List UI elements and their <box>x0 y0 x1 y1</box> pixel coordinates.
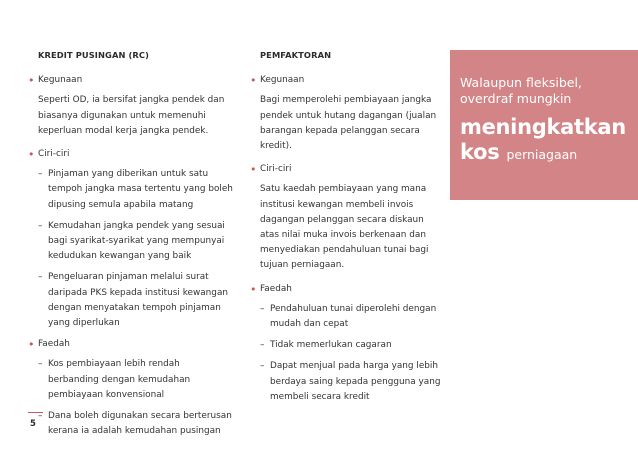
bullet-faedah: • Faedah <box>28 337 233 352</box>
page-number-rule <box>28 412 43 413</box>
callout-emphasis-kos: kos <box>460 140 500 164</box>
bullet-faedah: • Faedah <box>250 282 445 297</box>
list-item: – Dapat menjual pada harga yang lebih berdaya saing kepada pengguna yang membeli secara kredit <box>250 359 445 405</box>
list-item: – Kos pembiayaan lebih rendah berbanding dengan kemudahan pembiayaan konvensional <box>28 357 233 403</box>
callout-line-2: overdraf mungkin <box>460 91 572 106</box>
list-item: – Pendahuluan tunai diperolehi dengan mudah dan cepat <box>250 302 445 332</box>
bullet-kegunaan: • Kegunaan <box>28 73 233 88</box>
callout-line-1: Walaupun fleksibel, <box>460 75 582 90</box>
middle-column <box>250 48 445 411</box>
bullet-ciri-ciri: • Ciri-ciri <box>250 162 445 177</box>
list-item: – Tidak memerlukan cagaran <box>250 338 445 353</box>
page-number: 5 <box>30 419 36 429</box>
callout-emphasis-2 <box>460 140 577 167</box>
left-column <box>28 48 233 445</box>
ciri-ciri-text: Satu kaedah pembiayaan yang mana institusi kewangan membeli invois dagangan pelanggan secara diskaun atas nilai muka invois berkenaan dan menyediakan pendahuluan tunai bagi tujuan perniagaan. <box>260 184 429 271</box>
list-item: – Dana boleh digunakan secara berterusan kerana ia adalah kemudahan pusingan <box>28 409 233 439</box>
bullet-kegunaan: • Kegunaan <box>250 73 445 88</box>
kegunaan-text: Bagi memperolehi pembiayaan jangka pendek untuk hutang dagangan (jualan barangan kepada pelanggan secara kredit). <box>260 95 437 152</box>
callout-small-text: perniagaan <box>506 147 578 162</box>
callout-emphasis-1: meningkatkan <box>460 115 626 139</box>
kegunaan-text: Seperti OD, ia bersifat jangka pendek dan biasanya digunakan untuk memenuhi keperluan modal kerja jangka pendek. <box>38 95 225 136</box>
list-item: – Pinjaman yang diberikan untuk satu tempoh jangka masa tertentu yang boleh dipusing semula apabila matang <box>28 167 233 213</box>
section-heading-pemfaktoran: PEMFAKTORAN <box>260 50 332 60</box>
callout-panel <box>450 50 638 200</box>
list-item: – Pengeluaran pinjaman melalui surat daripada PKS kepada institusi kewangan dengan menyatakan tempoh pinjaman yang diperlukan <box>28 270 233 331</box>
list-item: – Kemudahan jangka pendek yang sesuai bagi syarikat-syarikat yang mempunyai kedudukan kewangan yang baik <box>28 219 233 265</box>
bullet-ciri-ciri: • Ciri-ciri <box>28 147 233 162</box>
section-heading-kredit-pusingan: KREDIT PUSINGAN (RC) <box>38 50 149 60</box>
